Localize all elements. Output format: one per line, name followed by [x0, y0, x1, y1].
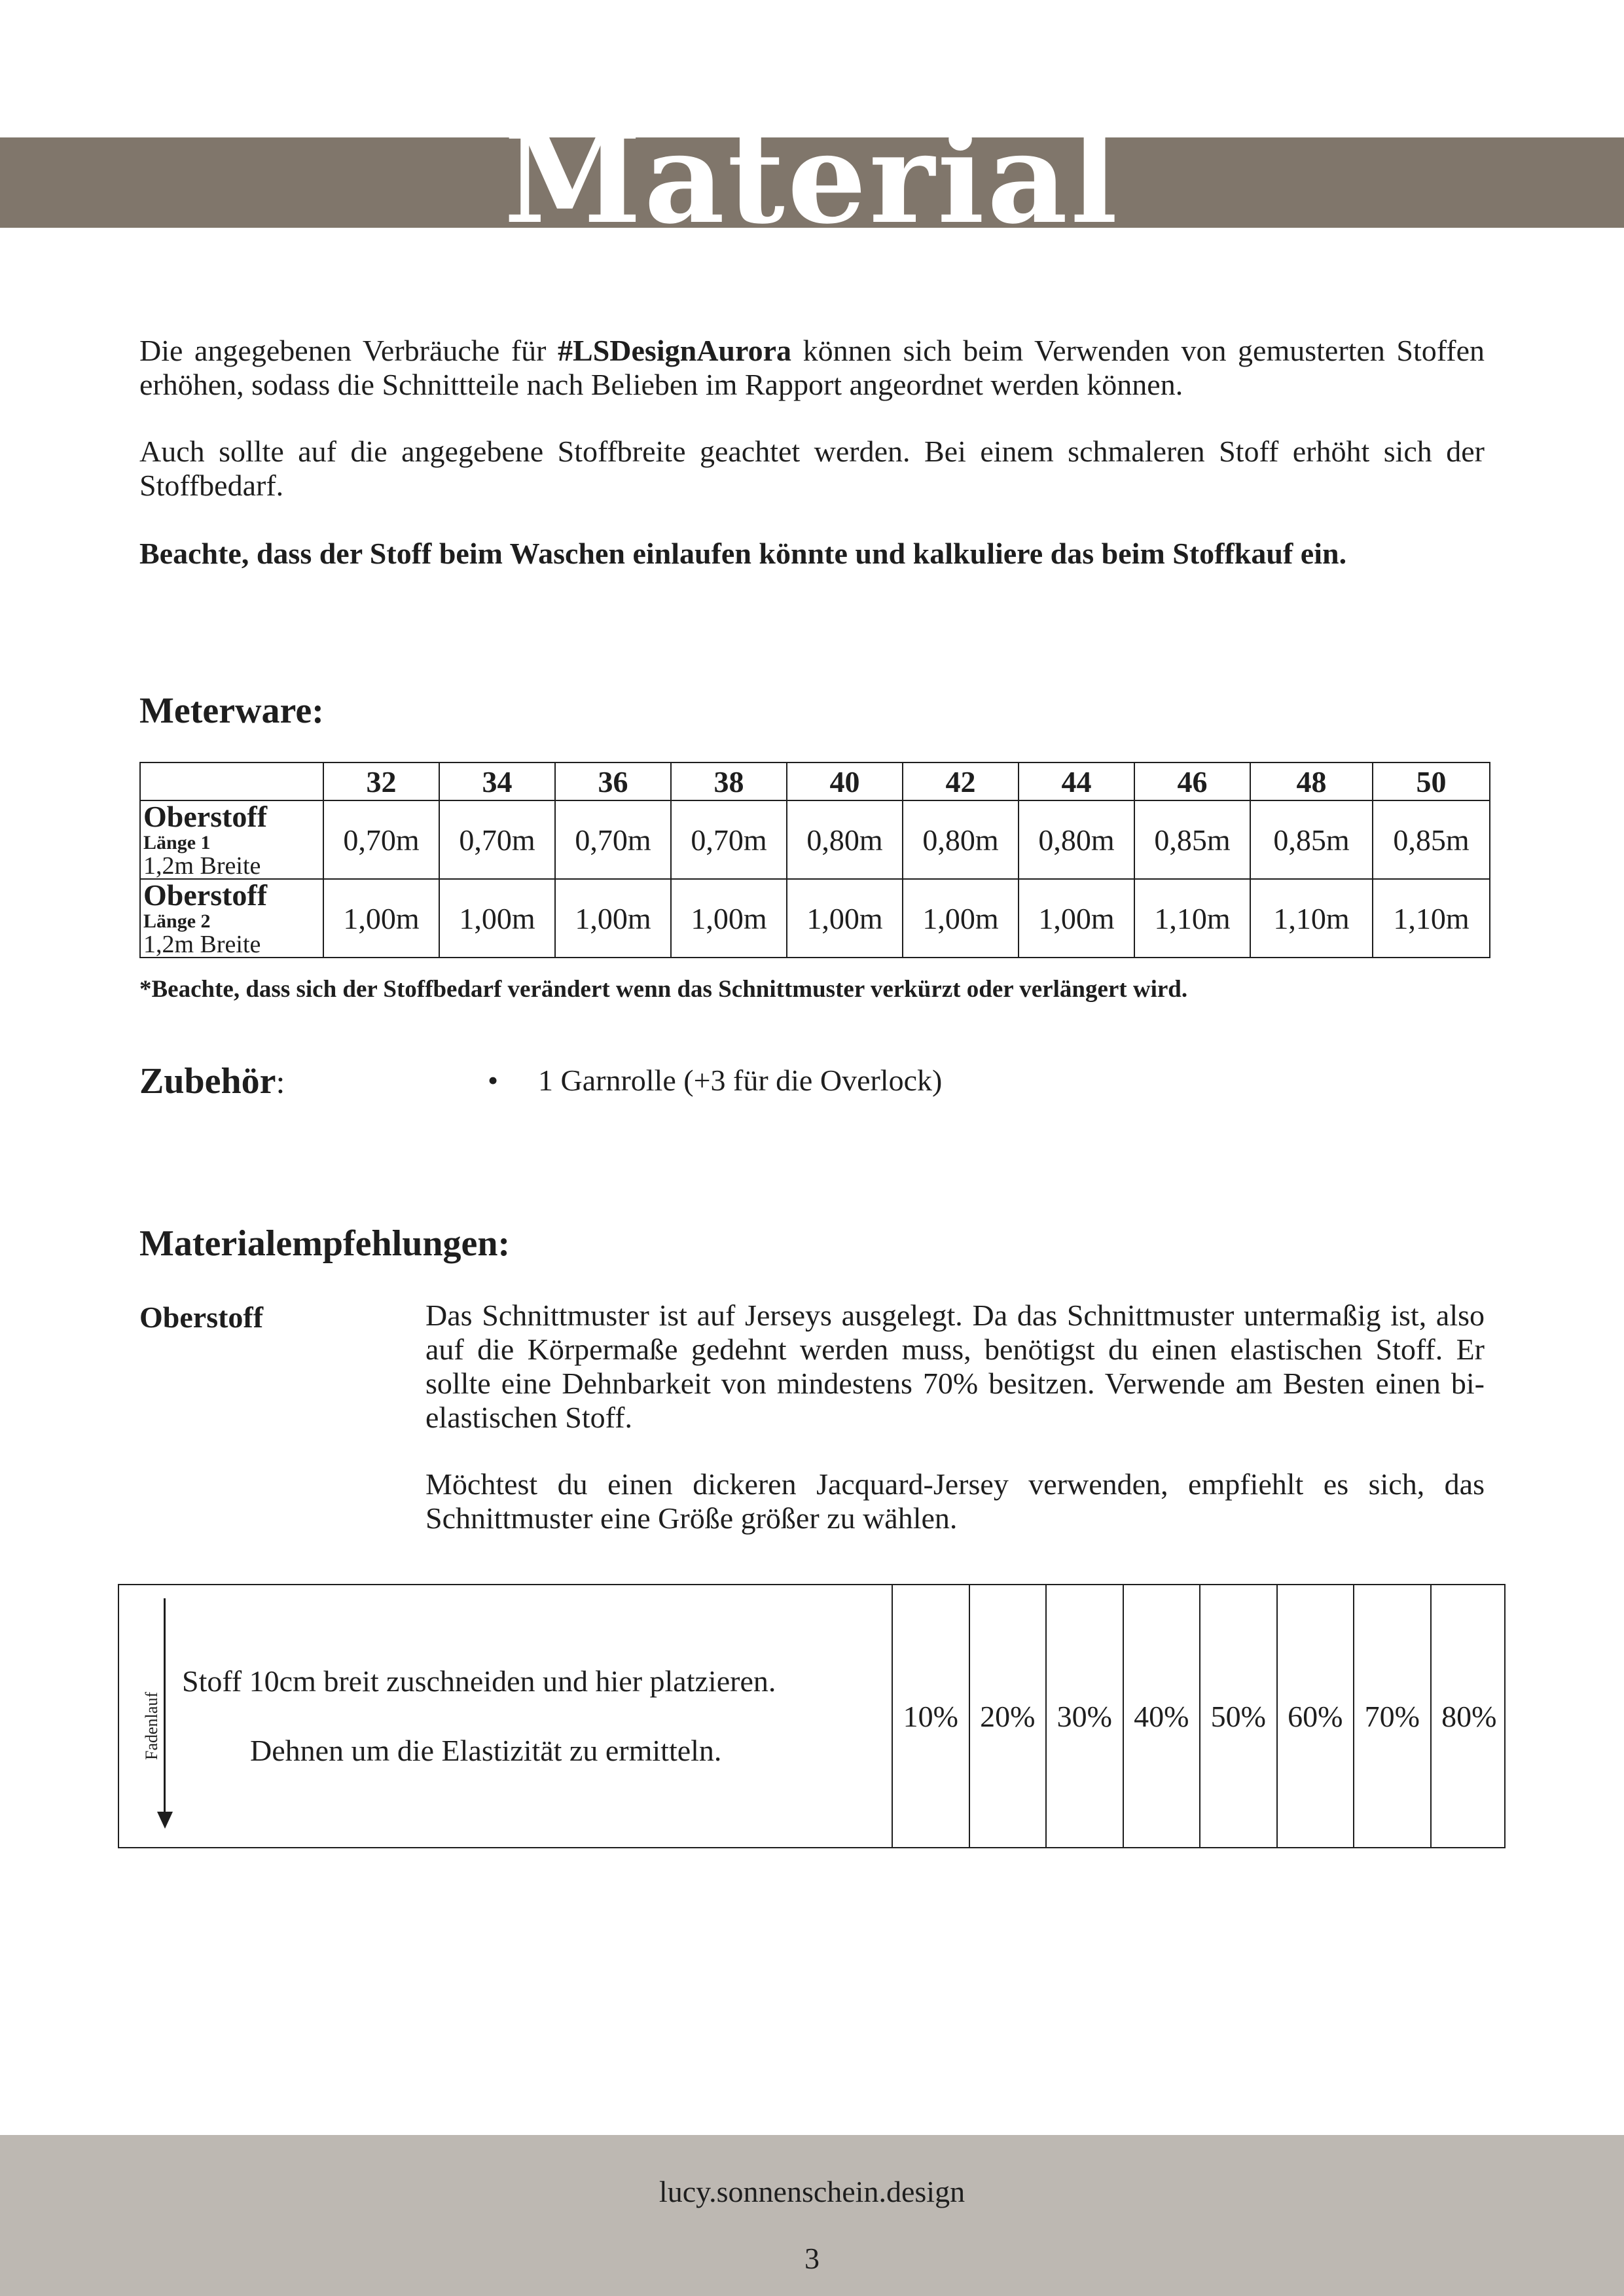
page-title: Material: [503, 117, 1121, 228]
row-label: [140, 800, 323, 879]
table-cell: 0,70m: [671, 800, 787, 879]
table-cell: 1,00m: [671, 879, 787, 958]
size-header: 44: [1019, 762, 1134, 800]
table-cell: 1,00m: [903, 879, 1019, 958]
fabric-change-note: *Beachte, dass sich der Stoffbedarf verändert wenn das Schnittmuster verkürzt oder verlängert wird.: [139, 976, 1188, 1003]
size-header: 32: [323, 762, 439, 800]
table-corner-cell: [140, 762, 323, 800]
table-cell: 1,10m: [1250, 879, 1373, 958]
page-number: 3: [804, 2242, 820, 2275]
table-cell: 1,00m: [323, 879, 439, 958]
stretch-percentage: 30%: [1045, 1585, 1123, 1847]
fabric-name: Oberstoff: [143, 878, 268, 912]
table-cell: 0,80m: [903, 800, 1019, 879]
bullet-icon: •: [488, 1064, 499, 1097]
size-header: 42: [903, 762, 1019, 800]
size-header: 40: [787, 762, 903, 800]
table-cell: 0,85m: [1250, 800, 1373, 879]
table-cell: 1,00m: [439, 879, 555, 958]
footer-url: lucy.sonnenschein.design: [659, 2175, 965, 2208]
hashtag: #LSDesignAurora: [558, 334, 792, 367]
stretch-percentage: 10%: [892, 1585, 969, 1847]
table-cell: 0,85m: [1373, 800, 1490, 879]
table-cell: 1,00m: [787, 879, 903, 958]
arrow-down-icon: [157, 1812, 173, 1829]
fabric-name: Oberstoff: [143, 800, 268, 833]
table-row: [140, 800, 1490, 879]
zubehoer-colon: :: [276, 1064, 285, 1100]
table-cell: 1,10m: [1134, 879, 1250, 958]
stretch-percentage: 60%: [1276, 1585, 1354, 1847]
table-cell: 0,80m: [787, 800, 903, 879]
empfehlung-paragraph-2: Möchtest du einen dickeren Jacquard-Jersey verwenden, empfiehlt es sich, das Schnittmuster eine Größe größer zu wählen.: [425, 1467, 1485, 1535]
size-header: 34: [439, 762, 555, 800]
table-row: [140, 879, 1490, 958]
meterware-table: [139, 762, 1490, 958]
intro-paragraph-2: Auch sollte auf die angegebene Stoffbreite geachtet werden. Bei einem schmaleren Stoff erhöht sich der Stoffbedarf.: [139, 435, 1485, 502]
length-label: Länge 1: [143, 832, 211, 853]
zubehoer-heading: [139, 1060, 285, 1102]
stretch-percentage: 50%: [1199, 1585, 1276, 1847]
table-cell: 0,70m: [439, 800, 555, 879]
empfehlung-label: Oberstoff: [139, 1300, 264, 1334]
footer: [0, 2135, 1624, 2296]
size-header: 36: [555, 762, 671, 800]
grain-label: Fadenlauf: [142, 1692, 161, 1760]
stretch-percentage: 40%: [1123, 1585, 1200, 1847]
stretch-instruction-2: Dehnen um die Elastizität zu ermitteln.: [250, 1734, 722, 1767]
table-cell: 0,85m: [1134, 800, 1250, 879]
table-cell: 0,70m: [555, 800, 671, 879]
meterware-heading: Meterware:: [139, 691, 324, 731]
grain-arrow-line: [164, 1598, 166, 1814]
intro-p1-text-before: Die angegebenen Verbräuche für: [139, 334, 558, 367]
stretch-test-box: [118, 1584, 1506, 1848]
stretch-percentage: 20%: [969, 1585, 1046, 1847]
size-header: 38: [671, 762, 787, 800]
stretch-percentage: 70%: [1353, 1585, 1430, 1847]
size-header: 48: [1250, 762, 1373, 800]
intro-p1-text-after: können sich beim Verwenden von gemusterten Stoffen erhöhen, sodass die Schnittteile nach Belieben im Rapport angeordnet werden können.: [139, 334, 1485, 401]
table-cell: 1,00m: [1019, 879, 1134, 958]
empfehlungen-heading: Materialempfehlungen:: [139, 1223, 511, 1264]
stretch-instruction-1: Stoff 10cm breit zuschneiden und hier platzieren.: [182, 1664, 776, 1698]
intro-paragraph-1: [139, 334, 1485, 402]
empfehlung-paragraph-1: Das Schnittmuster ist auf Jerseys ausgelegt. Da das Schnittmuster untermaßig ist, also auf die Körpermaße gedehnt werden muss, benötigst du einen elastischen Stoff. Er sollte eine Dehnbarkeit von mindestens 70% besitzen. Verwende am Besten einen bi-elastischen Stoff.: [425, 1299, 1485, 1434]
table-cell: 0,80m: [1019, 800, 1134, 879]
length-label: Länge 2: [143, 910, 211, 932]
zubehoer-item: 1 Garnrolle (+3 für die Overlock): [538, 1064, 943, 1097]
stretch-percentage-scale: [892, 1585, 1507, 1847]
table-cell: 1,10m: [1373, 879, 1490, 958]
table-header-row: [140, 762, 1490, 800]
zubehoer-heading-text: Zubehör: [139, 1061, 276, 1102]
intro-paragraph-3: Beachte, dass der Stoff beim Waschen einlaufen könnte und kalkuliere das beim Stoffkauf ein.: [139, 537, 1347, 570]
fabric-width: 1,2m Breite: [143, 931, 261, 958]
fabric-width: 1,2m Breite: [143, 852, 261, 880]
size-header: 50: [1373, 762, 1490, 800]
table-cell: 0,70m: [323, 800, 439, 879]
stretch-percentage: 80%: [1430, 1585, 1507, 1847]
table-cell: 1,00m: [555, 879, 671, 958]
size-header: 46: [1134, 762, 1250, 800]
row-label: [140, 879, 323, 958]
